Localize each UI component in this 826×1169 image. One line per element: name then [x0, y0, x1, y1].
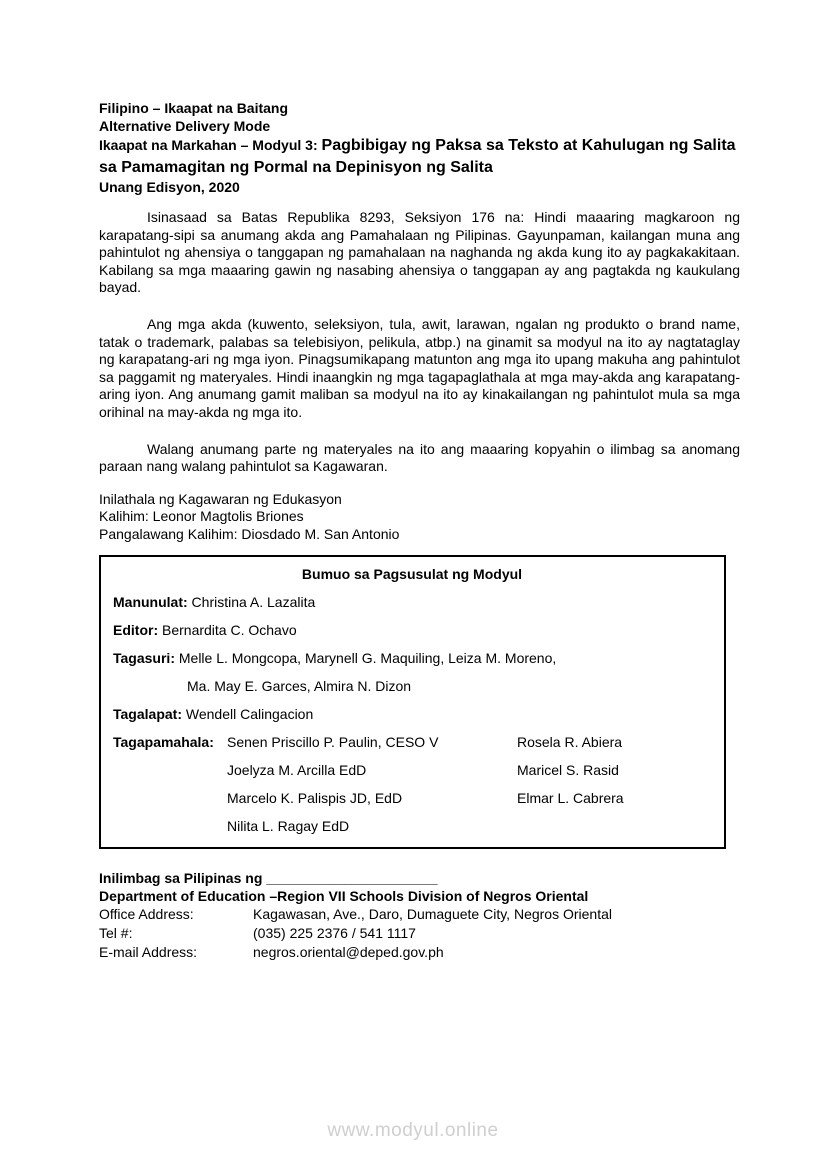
office-address-row	[99, 905, 740, 924]
email-label: E-mail Address:	[99, 944, 198, 961]
module-title: Pagbibigay ng Paksa sa Teksto at Kahulugan ng Salita sa Pamamagitan ng Pormal na Depinisyon ng Salita	[99, 137, 736, 176]
subject-grade-line: Filipino – Ikaapat na Baitang	[99, 100, 289, 116]
printing-info-block	[99, 869, 740, 963]
management-team-member: Maricel S. Rasid	[517, 761, 619, 778]
reviewers-row	[113, 649, 711, 667]
management-team-member: Nilita L. Ragay EdD	[227, 817, 350, 834]
office-address-value: Kagawasan, Ave., Daro, Dumaguete City, Negros Oriental	[253, 905, 612, 922]
telephone-label: Tel #:	[99, 925, 133, 942]
telephone-row	[99, 924, 740, 943]
delivery-mode-line: Alternative Delivery Mode	[99, 118, 271, 134]
reviewers-names-line1: Melle L. Mongcopa, Marynell G. Maquiling, Leiza M. Moreno,	[178, 649, 557, 666]
telephone-value: (035) 225 2376 / 541 1117	[253, 925, 416, 942]
reviewers-names-line2: Ma. May E. Garces, Almira N. Dizon	[187, 677, 412, 694]
edition-line: Unang Edisyon, 2020	[99, 179, 240, 195]
division-line: Department of Education –Region VII Schools Division of Negros Oriental	[99, 887, 589, 904]
editor-name: Bernardita C. Ochavo	[162, 621, 297, 638]
reviewers-label: Tagasuri:	[113, 649, 175, 666]
office-address-label: Office Address:	[99, 905, 194, 922]
writer-row	[113, 593, 711, 611]
indent-spacer	[113, 789, 227, 807]
management-team-row	[113, 733, 711, 751]
management-team-member: Marcelo K. Palispis JD, EdD	[227, 789, 403, 806]
email-row	[99, 943, 740, 962]
writer-label: Manunulat:	[113, 593, 188, 610]
management-team-row	[113, 761, 711, 779]
module-title-line	[99, 135, 740, 178]
layout-artist-name: Wendell Calingacion	[185, 705, 314, 722]
management-team-member: Elmar L. Cabrera	[517, 789, 624, 806]
layout-artist-label: Tagalapat:	[113, 705, 182, 722]
management-team-member: Joelyza M. Arcilla EdD	[227, 761, 367, 778]
publisher-line: Inilathala ng Kagawaran ng Edukasyon	[99, 490, 342, 507]
management-team-member: Senen Priscillo P. Paulin, CESO V	[227, 733, 439, 750]
empty-cell	[517, 817, 711, 835]
writer-name: Christina A. Lazalita	[191, 593, 316, 610]
module-header	[99, 99, 740, 196]
credits-box-title: Bumuo sa Pagsusulat ng Modyul	[301, 565, 523, 582]
copyright-paragraph-3: Walang anumang parte ng materyales na ito ang maaaring kopyahin o ilimbag sa anomang paraan nang walang pahintulot sa Kagawaran.	[99, 440, 740, 475]
email-value: negros.oriental@deped.gov.ph	[253, 944, 444, 961]
management-team-member: Rosela R. Abiera	[517, 733, 623, 750]
secretary-line: Kalihim: Leonor Magtolis Briones	[99, 508, 304, 525]
development-team-box	[99, 555, 726, 849]
editor-row	[113, 621, 711, 639]
copyright-paragraph-1: Isinasaad sa Batas Republika 8293, Seksiyon 176 na: Hindi maaaring magkaroon ng karapatang-sipi sa anumang akda ang Pamahalaan ng Pilipinas. Gayunpaman, kailangan muna ang pahintulot ng ahensiya o tanggapan ng pamahalaan na naghanda ng akda kung ito ay pagkakakitaan. Kabilang sa mga maaaring gawin ng nasabing ahensiya o tanggapan ay ang pagtakda ng kaukulang bayad.	[99, 209, 740, 296]
publisher-block	[99, 491, 740, 544]
printed-in-line: Inilimbag sa Pilipinas ng ______________________	[99, 869, 438, 886]
management-team-row	[113, 817, 711, 835]
management-team-row	[113, 789, 711, 807]
indent-spacer	[113, 761, 227, 779]
module-quarter-prefix: Ikaapat na Markahan – Modyul 3:	[99, 137, 322, 153]
undersecretary-line: Pangalawang Kalihim: Diosdado M. San Antonio	[99, 526, 400, 543]
editor-label: Editor:	[113, 621, 159, 638]
watermark: www.modyul.online	[327, 1120, 499, 1141]
indent-spacer	[113, 817, 227, 835]
copyright-paragraph-2: Ang mga akda (kuwento, seleksiyon, tula, awit, larawan, ngalan ng produkto o brand name, tatak o trademark, palabas sa telebisiyon, pelikula, atbp.) na ginamit sa modyul na ito ay nagtataglay ng karapatang-ari ng mga iyon. Pinagsumikapang matunton ang mga ito upang makuha ang pahintulot sa paggamit ng materyales. Hindi inaangkin ng mga tagapaglathala at mga may-akda ang karapatang-aring iyon. Ang anumang gamit maliban sa modyul na ito ay kinakailangan ng pahintulot mula sa mga orihinal na may-akda ng mga ito.	[99, 315, 740, 420]
management-team-label: Tagapamahala:	[113, 733, 214, 750]
layout-artist-row	[113, 705, 711, 723]
